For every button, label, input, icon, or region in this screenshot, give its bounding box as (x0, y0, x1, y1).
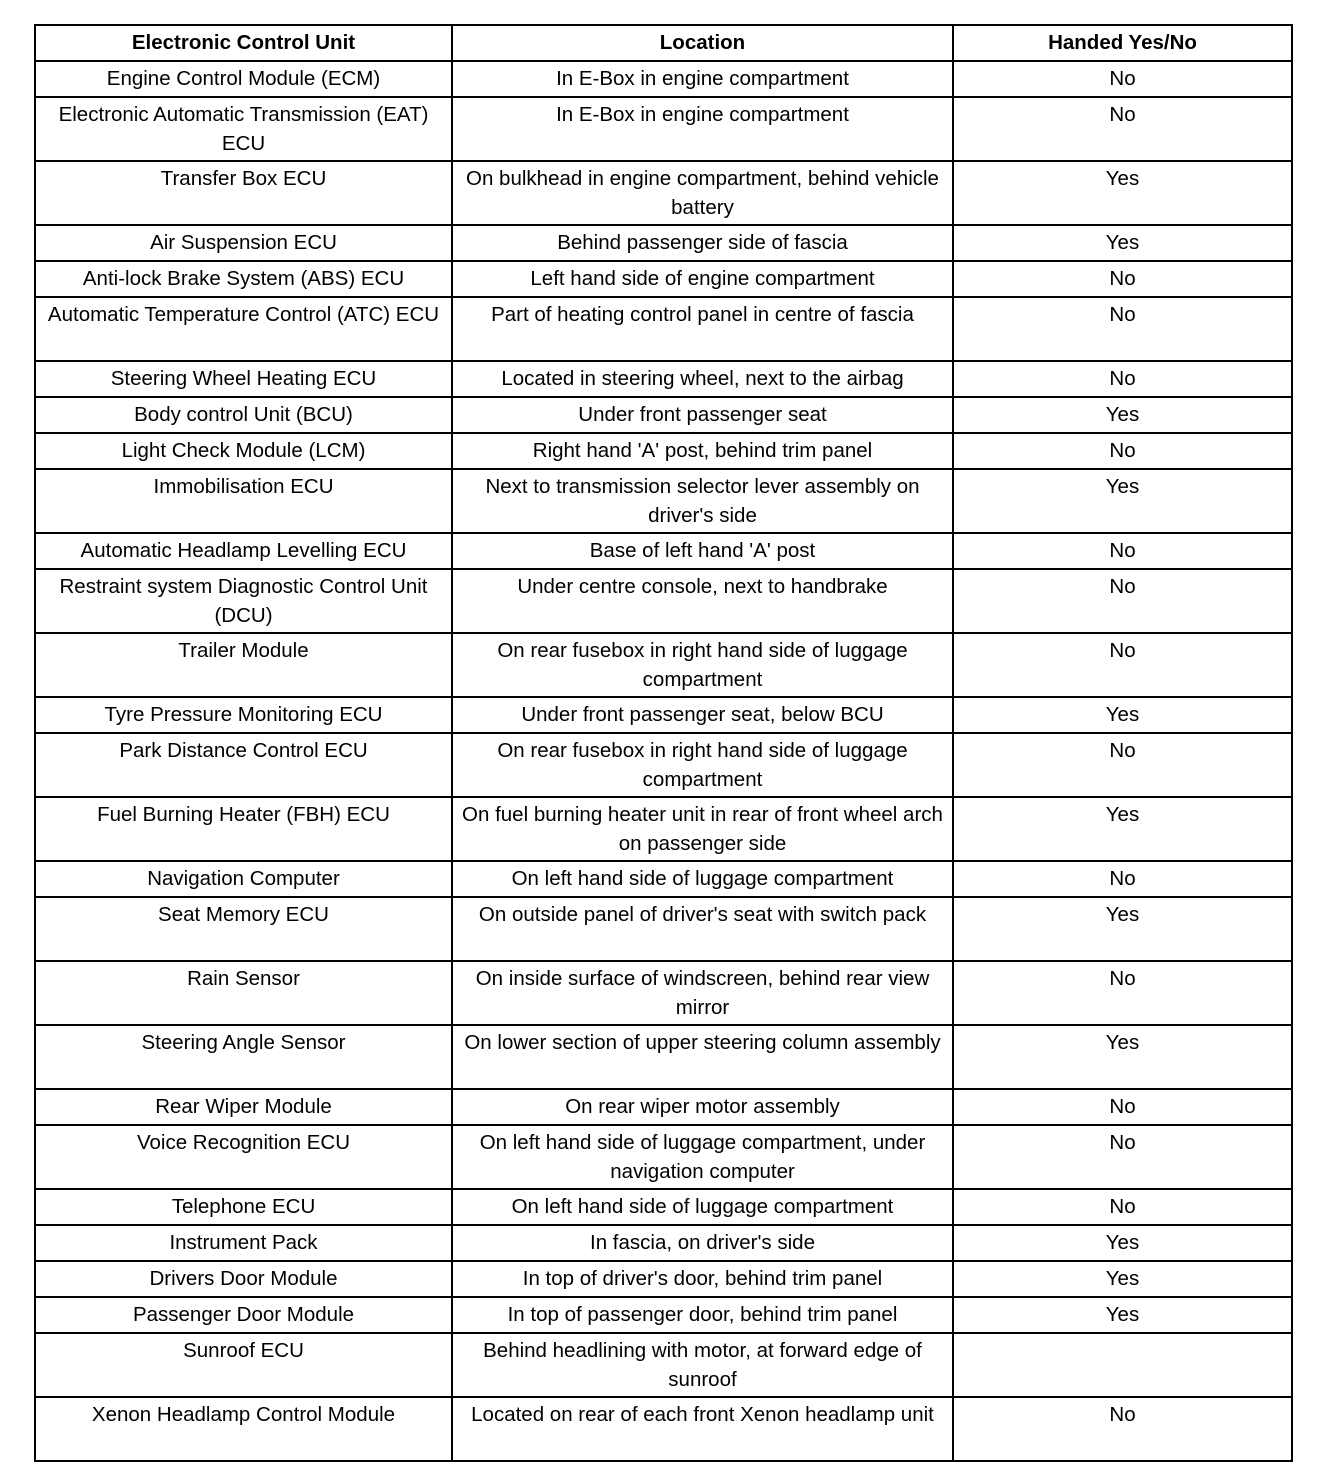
table-row (35, 261, 1292, 297)
table-row (35, 897, 1292, 961)
cell-location: On left hand side of luggage compartment (452, 861, 953, 897)
cell-location: On rear fusebox in right hand side of luggage compartment (452, 733, 953, 797)
cell-location: On left hand side of luggage compartment, under navigation computer (452, 1125, 953, 1189)
cell-location: Located in steering wheel, next to the airbag (452, 361, 953, 397)
cell-handed: No (953, 297, 1292, 361)
cell-unit: Steering Wheel Heating ECU (35, 361, 452, 397)
cell-location: In top of driver's door, behind trim panel (452, 1261, 953, 1297)
table-row (35, 569, 1292, 633)
cell-location: Next to transmission selector lever assembly on driver's side (452, 469, 953, 533)
cell-handed: Yes (953, 1025, 1292, 1089)
table-row (35, 633, 1292, 697)
cell-unit: Park Distance Control ECU (35, 733, 452, 797)
cell-handed: Yes (953, 1261, 1292, 1297)
table-row (35, 161, 1292, 225)
cell-unit: Drivers Door Module (35, 1261, 452, 1297)
cell-handed: Yes (953, 697, 1292, 733)
cell-unit: Engine Control Module (ECM) (35, 61, 452, 97)
cell-unit: Body control Unit (BCU) (35, 397, 452, 433)
cell-handed: No (953, 1089, 1292, 1125)
cell-unit: Air Suspension ECU (35, 225, 452, 261)
cell-handed: Yes (953, 225, 1292, 261)
cell-unit: Sunroof ECU (35, 1333, 452, 1397)
cell-location: Left hand side of engine compartment (452, 261, 953, 297)
cell-location: In fascia, on driver's side (452, 1225, 953, 1261)
table-row (35, 797, 1292, 861)
table-row (35, 1225, 1292, 1261)
cell-location: On rear wiper motor assembly (452, 1089, 953, 1125)
table-row (35, 733, 1292, 797)
table-row (35, 1125, 1292, 1189)
cell-handed: No (953, 1189, 1292, 1225)
cell-unit: Anti-lock Brake System (ABS) ECU (35, 261, 452, 297)
table-row (35, 1189, 1292, 1225)
table-row (35, 1397, 1292, 1461)
table-row (35, 1297, 1292, 1333)
cell-location: Located on rear of each front Xenon headlamp unit (452, 1397, 953, 1461)
cell-handed: No (953, 961, 1292, 1025)
cell-handed: Yes (953, 397, 1292, 433)
cell-handed: Yes (953, 469, 1292, 533)
cell-handed: Yes (953, 1225, 1292, 1261)
cell-location: Behind passenger side of fascia (452, 225, 953, 261)
cell-unit: Voice Recognition ECU (35, 1125, 452, 1189)
cell-unit: Trailer Module (35, 633, 452, 697)
cell-unit: Rear Wiper Module (35, 1089, 452, 1125)
cell-location: On lower section of upper steering column assembly (452, 1025, 953, 1089)
cell-handed: No (953, 1397, 1292, 1461)
table-row (35, 397, 1292, 433)
table-row (35, 361, 1292, 397)
cell-handed: Yes (953, 897, 1292, 961)
table-row (35, 97, 1292, 161)
header-electronic-control-unit: Electronic Control Unit (35, 25, 452, 61)
cell-location: Under front passenger seat (452, 397, 953, 433)
cell-unit: Steering Angle Sensor (35, 1025, 452, 1089)
cell-location: In E-Box in engine compartment (452, 61, 953, 97)
table-row (35, 697, 1292, 733)
cell-location: On outside panel of driver's seat with switch pack (452, 897, 953, 961)
ecu-location-table (34, 24, 1293, 1462)
cell-location: On fuel burning heater unit in rear of front wheel arch on passenger side (452, 797, 953, 861)
cell-handed: Yes (953, 797, 1292, 861)
cell-unit: Transfer Box ECU (35, 161, 452, 225)
cell-unit: Tyre Pressure Monitoring ECU (35, 697, 452, 733)
cell-unit: Navigation Computer (35, 861, 452, 897)
cell-handed: Yes (953, 1297, 1292, 1333)
cell-unit: Xenon Headlamp Control Module (35, 1397, 452, 1461)
cell-unit: Passenger Door Module (35, 1297, 452, 1333)
cell-handed: No (953, 533, 1292, 569)
cell-location: Behind headlining with motor, at forward edge of sunroof (452, 1333, 953, 1397)
cell-handed: No (953, 733, 1292, 797)
cell-unit: Telephone ECU (35, 1189, 452, 1225)
cell-handed: No (953, 261, 1292, 297)
table-row (35, 861, 1292, 897)
table-row (35, 1089, 1292, 1125)
table-body (35, 61, 1292, 1461)
cell-unit: Light Check Module (LCM) (35, 433, 452, 469)
cell-location: Under centre console, next to handbrake (452, 569, 953, 633)
cell-handed: No (953, 97, 1292, 161)
table-header-row (35, 25, 1292, 61)
cell-unit: Seat Memory ECU (35, 897, 452, 961)
table-row (35, 433, 1292, 469)
cell-unit: Fuel Burning Heater (FBH) ECU (35, 797, 452, 861)
cell-unit: Automatic Temperature Control (ATC) ECU (35, 297, 452, 361)
table-row (35, 533, 1292, 569)
table-row (35, 1025, 1292, 1089)
cell-unit: Immobilisation ECU (35, 469, 452, 533)
cell-handed: No (953, 61, 1292, 97)
cell-handed: No (953, 361, 1292, 397)
header-handed: Handed Yes/No (953, 25, 1292, 61)
cell-handed: No (953, 569, 1292, 633)
cell-handed: No (953, 433, 1292, 469)
cell-handed: No (953, 861, 1292, 897)
cell-handed: No (953, 633, 1292, 697)
cell-unit: Restraint system Diagnostic Control Unit (DCU) (35, 569, 452, 633)
cell-handed: No (953, 1125, 1292, 1189)
table-row (35, 469, 1292, 533)
header-location: Location (452, 25, 953, 61)
table-row (35, 61, 1292, 97)
cell-handed: Yes (953, 161, 1292, 225)
cell-unit: Rain Sensor (35, 961, 452, 1025)
cell-handed (953, 1333, 1292, 1397)
cell-unit: Automatic Headlamp Levelling ECU (35, 533, 452, 569)
table-row (35, 1333, 1292, 1397)
cell-location: Under front passenger seat, below BCU (452, 697, 953, 733)
cell-unit: Electronic Automatic Transmission (EAT) ECU (35, 97, 452, 161)
cell-location: Base of left hand 'A' post (452, 533, 953, 569)
cell-location: On rear fusebox in right hand side of luggage compartment (452, 633, 953, 697)
cell-location: Right hand 'A' post, behind trim panel (452, 433, 953, 469)
cell-location: Part of heating control panel in centre of fascia (452, 297, 953, 361)
table-row (35, 225, 1292, 261)
cell-location: In E-Box in engine compartment (452, 97, 953, 161)
table-row (35, 961, 1292, 1025)
cell-location: On left hand side of luggage compartment (452, 1189, 953, 1225)
cell-location: On bulkhead in engine compartment, behind vehicle battery (452, 161, 953, 225)
cell-location: On inside surface of windscreen, behind rear view mirror (452, 961, 953, 1025)
table-row (35, 1261, 1292, 1297)
cell-location: In top of passenger door, behind trim panel (452, 1297, 953, 1333)
table-row (35, 297, 1292, 361)
cell-unit: Instrument Pack (35, 1225, 452, 1261)
